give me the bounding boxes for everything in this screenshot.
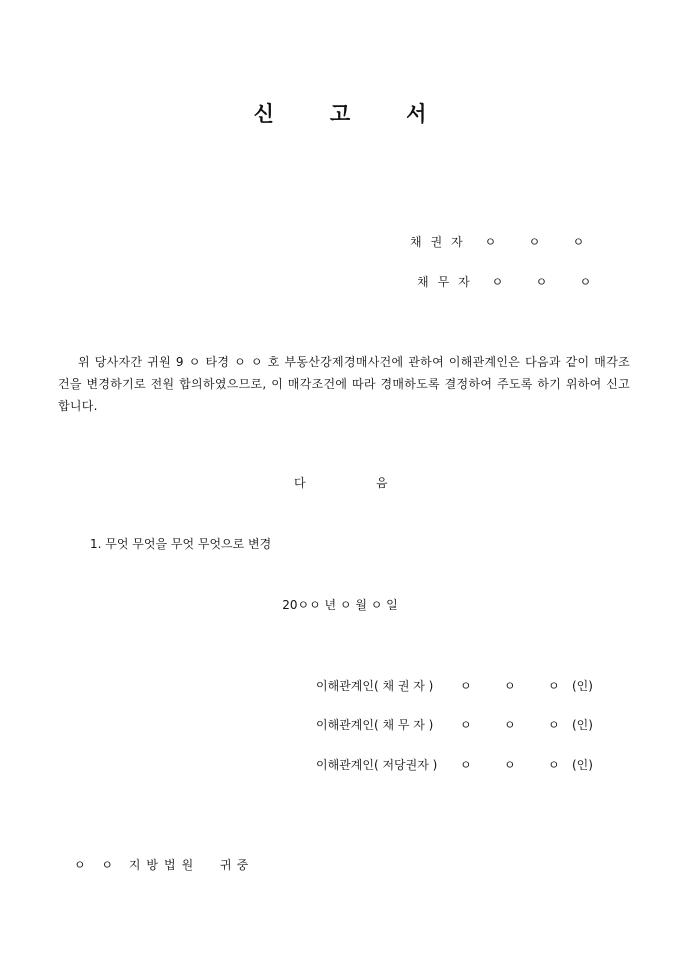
debtor-label: 채무자 <box>417 275 479 289</box>
debtor-mark-2: ㅇ <box>535 275 548 289</box>
signature-mark: ㅇ <box>548 718 560 732</box>
signature-mark: ㅇ <box>548 679 560 693</box>
change-item: 1. 무엇 무엇을 무엇 무엇으로 변경 <box>90 537 272 551</box>
body-paragraph: 위 당사자간 귀원 9 ㅇ 타경 ㅇ ㅇ 호 부동산강제경매사건에 관하여 이해관계인은 다음과 같이 매각조건을 변경하기로 전원 합의하였으므로, 이 매각조건에 따라 경매하도록 결정하여 주도록 하기 위하여 신고합니다. <box>58 355 630 413</box>
court-recipient: 귀중 <box>220 858 254 872</box>
signature-mark: ㅇ <box>504 679 516 693</box>
signature-row-debtor <box>316 716 593 733</box>
signature-mark: ㅇ <box>548 758 560 772</box>
creditor-line <box>410 233 584 250</box>
debtor-mark-3: ㅇ <box>579 275 592 289</box>
seal-mark: (인) <box>572 718 593 732</box>
court-line <box>74 856 253 873</box>
document-title: 신고서 <box>253 102 483 126</box>
creditor-mark-3: ㅇ <box>572 235 585 249</box>
creditor-label: 채권자 <box>410 235 472 249</box>
heading-right: 음 <box>376 476 388 490</box>
document-date: 20ㅇㅇ 년 ㅇ 월 ㅇ 일 <box>282 598 398 612</box>
signature-mark: ㅇ <box>460 758 472 772</box>
seal-mark: (인) <box>572 758 593 772</box>
signature-label: 이해관계인( 채 권 자 ) <box>316 679 434 693</box>
creditor-mark-1: ㅇ <box>484 235 497 249</box>
signature-mark: ㅇ <box>460 679 472 693</box>
seal-mark: (인) <box>572 679 593 693</box>
creditor-mark-2: ㅇ <box>528 235 541 249</box>
debtor-mark-1: ㅇ <box>491 275 504 289</box>
court-name: ㅇ ㅇ 지방법원 <box>74 858 200 872</box>
signature-mark: ㅇ <box>504 758 516 772</box>
signature-row-mortgagee <box>316 756 593 773</box>
debtor-line <box>417 273 591 290</box>
signature-mark: ㅇ <box>460 718 472 732</box>
signature-mark: ㅇ <box>504 718 516 732</box>
signature-label: 이해관계인( 채 무 자 ) <box>316 718 434 732</box>
signature-label: 이해관계인( 저당권자 ) <box>316 758 438 772</box>
heading-left: 다 <box>294 476 306 490</box>
signature-row-creditor <box>316 677 593 694</box>
